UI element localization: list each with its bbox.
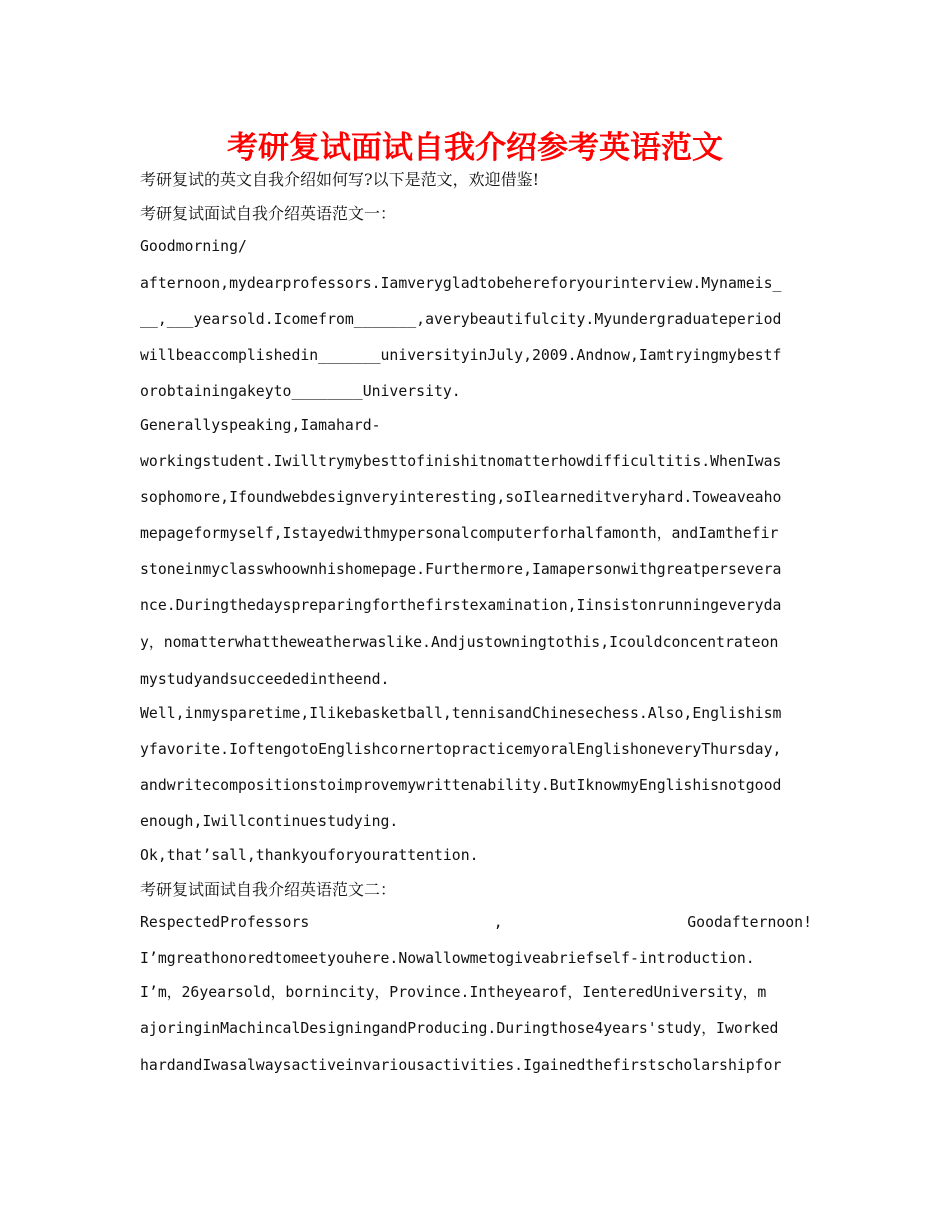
text-line: Well,inmysparetime,Ilikebasketball,tennisandChinesechess.Also,Englishism	[140, 705, 782, 722]
text-line: Goodmorning/	[140, 238, 247, 255]
text-line: Generallyspeaking,Iamahard-	[140, 417, 381, 434]
text-line: afternoon,mydearprofessors.Iamverygladtobehereforyourinterview.Mynameis_	[140, 275, 782, 292]
intro-line: 考研复试的英文自我介绍如何写?以下是范文，欢迎借鉴!	[140, 170, 540, 189]
text-line: stoneinmyclasswhoownhishomepage.Furthermore,Iamapersonwithgreatpersevera	[140, 561, 782, 578]
text-line: __,___yearsold.Icomefrom_______,averybeautifulcity.Myundergraduateperiod	[140, 311, 782, 328]
text-line: y，nomatterwhattheweatherwaslike.Andjustowningtothis,Icouldconcentrateon	[140, 634, 779, 651]
section-heading-2: 考研复试面试自我介绍英语范文二：	[140, 880, 397, 899]
text-line: I’mgreathonoredtomeetyouhere.Nowallowmetogiveabriefself-introduction.	[140, 950, 755, 967]
text-line: andwritecompositionstoimprovemywrittenability.ButIknowmyEnglishisnotgood	[140, 777, 782, 794]
text-line: orobtainingakeyto________University.	[140, 383, 461, 400]
text-line: willbeaccomplishedin_______universityinJuly,2009.Andnow,Iamtryingmybestf	[140, 347, 782, 364]
text-line: nce.Duringthedayspreparingforthefirstexamination,Iinsistonrunningeveryda	[140, 597, 782, 614]
document-title: 考研复试面试自我介绍参考英语范文	[227, 130, 723, 166]
text-line: I’m，26yearsold，bornincity，Province.Intheyearof，IenteredUniversity，m	[140, 984, 767, 1001]
text-line: enough,Iwillcontinuestudying.	[140, 813, 399, 830]
text-line: ajoringinMachincalDesigningandProducing.Duringthose4years'study，Iworked	[140, 1020, 779, 1037]
text-line: sophomore,Ifoundwebdesignveryinteresting,soIlearneditveryhard.Toweaveaho	[140, 489, 782, 506]
text-line: RespectedProfessors , Goodafternoon!	[140, 914, 812, 931]
text-line: hardandIwasalwaysactiveinvariousactivities.Igainedthefirstscholarshipfor	[140, 1057, 782, 1074]
text-line: Ok,that’sall,thankyouforyourattention.	[140, 847, 479, 864]
text-line: mepageformyself,Istayedwithmypersonalcomputerforhalfamonth，andIamthefir	[140, 525, 779, 542]
section-heading-1: 考研复试面试自我介绍英语范文一：	[140, 204, 397, 223]
text-line: mystudyandsucceededintheend.	[140, 671, 390, 688]
text-line: yfavorite.IoftengotoEnglishcornertopracticemyoralEnglishoneveryThursday,	[140, 741, 782, 758]
text-line: workingstudent.Iwilltrymybesttofinishitnomatterhowdifficultitis.WhenIwas	[140, 453, 782, 470]
